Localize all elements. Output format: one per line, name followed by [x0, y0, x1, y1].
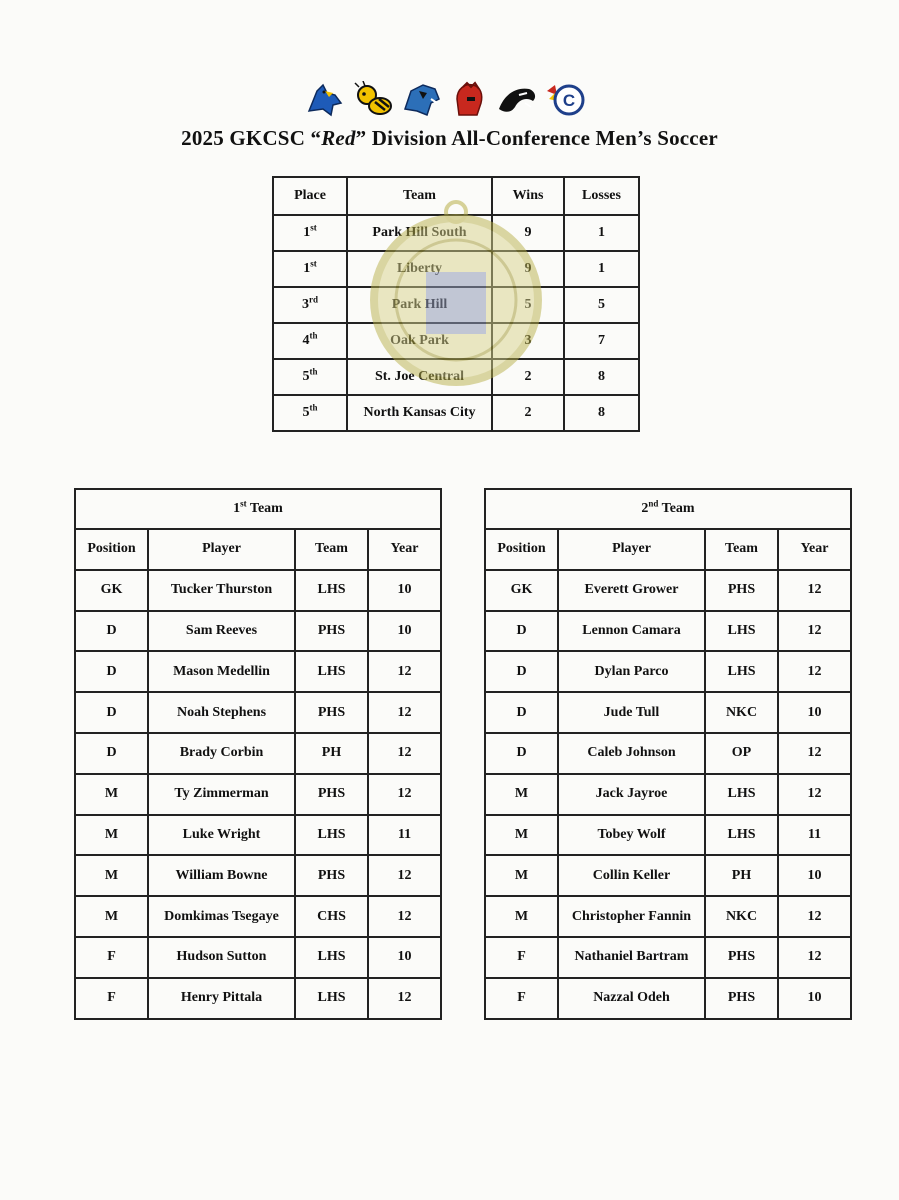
team-cell: LHS: [295, 978, 368, 1019]
wins-cell: 2: [492, 395, 564, 431]
team-cell: Liberty: [347, 251, 492, 287]
place-cell: 5th: [273, 359, 347, 395]
position-cell: M: [485, 896, 558, 937]
team-cell: LHS: [705, 774, 778, 815]
year-cell: 10: [368, 570, 441, 611]
second-team-body: [485, 489, 851, 1019]
table-row: [75, 937, 441, 978]
header-year: Year: [368, 529, 441, 570]
header-place: Place: [273, 177, 347, 215]
team-cell: PH: [295, 733, 368, 774]
standings-row: [273, 215, 639, 251]
position-cell: GK: [485, 570, 558, 611]
losses-cell: 5: [564, 287, 639, 323]
standings-body: [273, 177, 639, 431]
table-row: [485, 937, 851, 978]
year-cell: 12: [778, 651, 851, 692]
wins-cell: 9: [492, 251, 564, 287]
spartan-logo-icon: [449, 81, 491, 119]
year-cell: 12: [778, 733, 851, 774]
table-row: [485, 692, 851, 733]
player-cell: Dylan Parco: [558, 651, 705, 692]
player-cell: Henry Pittala: [148, 978, 295, 1019]
table-row: [75, 896, 441, 937]
player-cell: Collin Keller: [558, 855, 705, 896]
year-cell: 12: [778, 611, 851, 652]
year-cell: 12: [368, 733, 441, 774]
header-team: Team: [347, 177, 492, 215]
team-cell: PHS: [705, 978, 778, 1019]
table-row: [485, 978, 851, 1019]
player-cell: Everett Grower: [558, 570, 705, 611]
standings-row: [273, 359, 639, 395]
cardinal-logo-icon: [305, 81, 347, 119]
position-cell: D: [485, 692, 558, 733]
team-cell: NKC: [705, 692, 778, 733]
year-cell: 12: [368, 855, 441, 896]
position-cell: M: [75, 815, 148, 856]
losses-cell: 8: [564, 395, 639, 431]
position-cell: M: [485, 815, 558, 856]
header-losses: Losses: [564, 177, 639, 215]
player-cell: William Bowne: [148, 855, 295, 896]
standings-row: [273, 287, 639, 323]
place-cell: 1st: [273, 251, 347, 287]
page-title: 2025 GKCSC “Red” Division All-Conference Men’s Soccer: [181, 126, 718, 150]
team-cell: PHS: [295, 611, 368, 652]
first-team-header-row: [75, 529, 441, 570]
team-cell: Park Hill: [347, 287, 492, 323]
table-row: [75, 978, 441, 1019]
player-cell: Caleb Johnson: [558, 733, 705, 774]
year-cell: 12: [368, 774, 441, 815]
team-cell: PH: [705, 855, 778, 896]
table-row: [485, 855, 851, 896]
player-cell: Domkimas Tsegaye: [148, 896, 295, 937]
losses-cell: 7: [564, 323, 639, 359]
table-row: [485, 896, 851, 937]
position-cell: M: [485, 855, 558, 896]
year-cell: 11: [778, 815, 851, 856]
second-team-table: [484, 488, 852, 1020]
table-row: [75, 570, 441, 611]
wins-cell: 2: [492, 359, 564, 395]
year-cell: 11: [368, 815, 441, 856]
header-team: Team: [705, 529, 778, 570]
player-cell: Luke Wright: [148, 815, 295, 856]
c-logo-icon: [545, 81, 587, 119]
wins-cell: 3: [492, 323, 564, 359]
position-cell: F: [485, 978, 558, 1019]
team-cell: PHS: [295, 855, 368, 896]
header-team: Team: [295, 529, 368, 570]
table-row: [75, 651, 441, 692]
table-row: [485, 774, 851, 815]
year-cell: 12: [778, 937, 851, 978]
player-cell: Nathaniel Bartram: [558, 937, 705, 978]
second-team-header-row: [485, 529, 851, 570]
table-row: [485, 815, 851, 856]
year-cell: 12: [368, 978, 441, 1019]
position-cell: M: [75, 774, 148, 815]
player-cell: Ty Zimmerman: [148, 774, 295, 815]
losses-cell: 8: [564, 359, 639, 395]
year-cell: 12: [778, 774, 851, 815]
year-cell: 10: [778, 855, 851, 896]
team-cell: PHS: [295, 774, 368, 815]
first-team-table: [74, 488, 442, 1020]
position-cell: M: [75, 855, 148, 896]
losses-cell: 1: [564, 251, 639, 287]
wins-cell: 5: [492, 287, 564, 323]
first-team-caption: 1st Team: [75, 489, 441, 529]
team-cell: Park Hill South: [347, 215, 492, 251]
position-cell: D: [485, 733, 558, 774]
team-cell: LHS: [705, 611, 778, 652]
table-row: [485, 651, 851, 692]
position-cell: GK: [75, 570, 148, 611]
table-row: [75, 611, 441, 652]
table-row: [75, 815, 441, 856]
year-cell: 10: [778, 692, 851, 733]
year-cell: 10: [368, 937, 441, 978]
position-cell: M: [485, 774, 558, 815]
position-cell: D: [485, 611, 558, 652]
header-year: Year: [778, 529, 851, 570]
position-cell: M: [75, 896, 148, 937]
first-team-caption-row: [75, 489, 441, 529]
table-row: [485, 611, 851, 652]
place-cell: 4th: [273, 323, 347, 359]
table-row: [485, 733, 851, 774]
place-cell: 1st: [273, 215, 347, 251]
first-team-body: [75, 489, 441, 1019]
header-player: Player: [148, 529, 295, 570]
team-cell: PHS: [295, 692, 368, 733]
team-logos-row: [305, 80, 605, 120]
table-row: [75, 774, 441, 815]
year-cell: 12: [368, 651, 441, 692]
header-wins: Wins: [492, 177, 564, 215]
year-cell: 10: [368, 611, 441, 652]
player-cell: Jack Jayroe: [558, 774, 705, 815]
team-cell: North Kansas City: [347, 395, 492, 431]
team-cell: PHS: [705, 937, 778, 978]
team-cell: LHS: [295, 815, 368, 856]
year-cell: 12: [368, 896, 441, 937]
player-cell: Sam Reeves: [148, 611, 295, 652]
position-cell: F: [75, 978, 148, 1019]
yellowjacket-logo-icon: [353, 81, 395, 119]
player-cell: Brady Corbin: [148, 733, 295, 774]
position-cell: D: [75, 692, 148, 733]
position-cell: F: [485, 937, 558, 978]
team-cell: St. Joe Central: [347, 359, 492, 395]
player-cell: Lennon Camara: [558, 611, 705, 652]
jaguar-logo-icon: [497, 81, 539, 119]
team-cell: OP: [705, 733, 778, 774]
table-row: [75, 692, 441, 733]
position-cell: D: [75, 651, 148, 692]
second-team-caption-row: [485, 489, 851, 529]
panther-logo-icon: [401, 81, 443, 119]
team-cell: LHS: [295, 937, 368, 978]
year-cell: 12: [368, 692, 441, 733]
team-cell: NKC: [705, 896, 778, 937]
standings-row: [273, 323, 639, 359]
position-cell: F: [75, 937, 148, 978]
player-cell: Tucker Thurston: [148, 570, 295, 611]
team-cell: LHS: [705, 815, 778, 856]
svg-text:C: C: [562, 91, 576, 110]
player-cell: Mason Medellin: [148, 651, 295, 692]
place-cell: 3rd: [273, 287, 347, 323]
position-cell: D: [485, 651, 558, 692]
team-cell: LHS: [295, 570, 368, 611]
player-cell: Hudson Sutton: [148, 937, 295, 978]
table-row: [75, 733, 441, 774]
player-cell: Tobey Wolf: [558, 815, 705, 856]
team-cell: LHS: [295, 651, 368, 692]
player-cell: Nazzal Odeh: [558, 978, 705, 1019]
year-cell: 12: [778, 570, 851, 611]
standings-row: [273, 251, 639, 287]
place-cell: 5th: [273, 395, 347, 431]
wins-cell: 9: [492, 215, 564, 251]
header-position: Position: [485, 529, 558, 570]
position-cell: D: [75, 611, 148, 652]
position-cell: D: [75, 733, 148, 774]
player-cell: Noah Stephens: [148, 692, 295, 733]
team-cell: LHS: [705, 651, 778, 692]
year-cell: 10: [778, 978, 851, 1019]
team-cell: Oak Park: [347, 323, 492, 359]
losses-cell: 1: [564, 215, 639, 251]
player-cell: Christopher Fannin: [558, 896, 705, 937]
table-row: [485, 570, 851, 611]
header-position: Position: [75, 529, 148, 570]
standings-row: [273, 395, 639, 431]
player-cell: Jude Tull: [558, 692, 705, 733]
team-cell: CHS: [295, 896, 368, 937]
table-row: [75, 855, 441, 896]
second-team-caption: 2nd Team: [485, 489, 851, 529]
standings-header-row: [273, 177, 639, 215]
header-player: Player: [558, 529, 705, 570]
year-cell: 12: [778, 896, 851, 937]
team-cell: PHS: [705, 570, 778, 611]
standings-table: [272, 176, 640, 432]
